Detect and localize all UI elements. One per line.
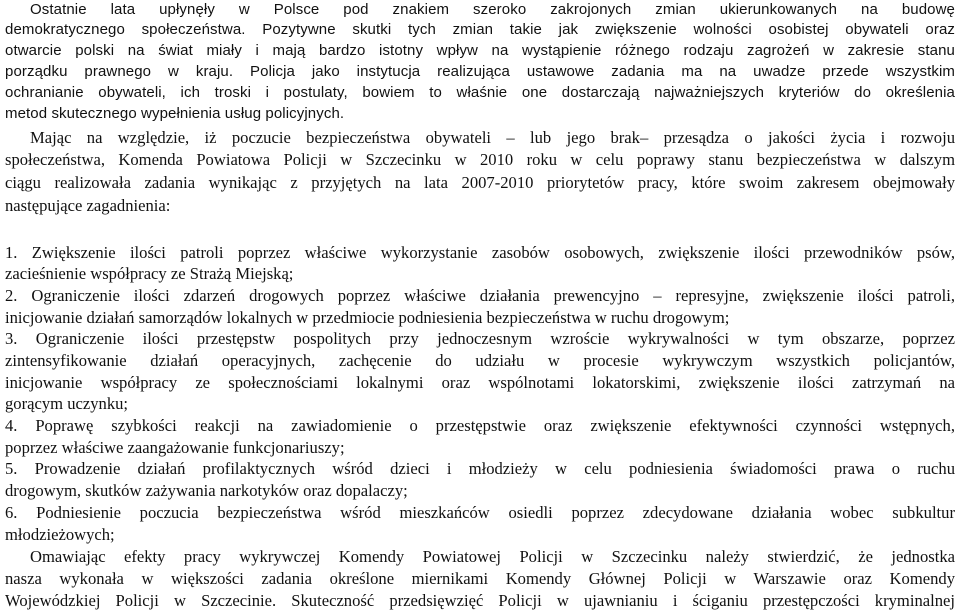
list-item-6-line-2: młodzieżowych; <box>5 525 115 544</box>
intro-line-3: otwarcie polski na świat miały i mają bardzo istotny wpływ na wystąpienie różnego rodzaju zagrożeń w zakresie stanu <box>5 42 955 59</box>
list-item-4-line-1: 4. Poprawę szybkości reakcji na zawiadomienie o przestępstwie oraz zwiększenie efektywności czynności wstępnych, <box>5 416 955 435</box>
intro-line-6: metod skutecznego wypełnienia usług policyjnych. <box>5 105 345 122</box>
list-item-1-line-2: zacieśnienie współpracy ze Strażą Miejską; <box>5 264 294 283</box>
list-item-5-line-2: drogowym, skutków zażywania narkotyków oraz dopalaczy; <box>5 481 408 500</box>
list-item-3-line-4: gorącym uczynku; <box>5 394 129 413</box>
list-item-2-line-2: inicjowanie działań samorządów lokalnych w przedmiocie podniesienia bezpieczeństwa w ruchu drogowym; <box>5 308 730 327</box>
closing-line-2: nasza wykonała w większości zadania określone miernikami Komendy Głównej Policji w Warszawie oraz Komendy <box>5 569 955 588</box>
list-item-5-line-1: 5. Prowadzenie działań profilaktycznych wśród dzieci i młodzieży w celu podniesienia świadomości prawa o ruchu <box>5 459 955 478</box>
closing-line-3: Wojewódzkiej Policji w Szczecinie. Skuteczność przedsięwzięć Policji w ujawnianiu i ściganiu przestępczości kryminalnej <box>5 591 955 610</box>
list-item-3-line-2: zintensyfikowanie działań operacyjnych, zachęcenie do udziału w procesie wykrywczym wszystkich policjantów, <box>5 351 955 370</box>
priorities-line-4: następujące zagadnienia: <box>5 196 171 215</box>
list-item-3-line-1: 3. Ograniczenie ilości przestępstw pospolitych przy jednoczesnym wzroście wykrywalności w tym obszarze, poprzez <box>5 329 955 348</box>
priorities-line-3: ciągu realizowała zadania wynikając z przyjętych na lata 2007-2010 priorytetów pracy, które swoim zakresem obejmowały <box>5 173 955 192</box>
list-item-1-line-1: 1. Zwiększenie ilości patroli poprzez właściwe wykorzystanie zasobów osobowych, zwiększenie ilości przewodników psów, <box>5 243 955 262</box>
list-item-6-line-1: 6. Podniesienie poczucia bezpieczeństwa wśród mieszkańców osiedli poprzez zdecydowane działania wobec subkultur <box>5 503 955 522</box>
closing-line-1: Omawiając efekty pracy wykrywczej Komendy Powiatowej Policji w Szczecinku należy stwierdzić, że jednostka <box>30 547 955 566</box>
list-item-4-line-2: poprzez właściwe zaangażowanie funkcjonariuszy; <box>5 438 345 457</box>
intro-line-1: Ostatnie lata upłynęły w Polsce pod znakiem szeroko zakrojonych zmian ukierunkowanych na budowę <box>30 1 955 18</box>
list-item-2-line-1: 2. Ograniczenie ilości zdarzeń drogowych poprzez właściwe działania prewencyjno – represyjne, zwiększenie ilości patroli, <box>5 286 955 305</box>
priorities-line-1: Mając na względzie, iż poczucie bezpieczeństwa obywateli – lub jego brak– przesądza o jakości życia i rozwoju <box>30 128 955 147</box>
intro-line-4: porządku prawnego w kraju. Policja jako instytucja realizująca ustawowe zadania ma na uwadze przede wszystkim <box>5 63 955 80</box>
intro-line-2: demokratycznego społeczeństwa. Pozytywne skutki tych zmian takie jak zwiększenie wolności osobistej obywateli oraz <box>5 21 955 38</box>
intro-line-5: ochranianie obywateli, ich troski i postulaty, bowiem to właśnie one dostarczają najważniejszych kryteriów do określenia <box>5 84 955 101</box>
list-item-3-line-3: inicjowanie współpracy ze społecznościami lokalnymi oraz wspólnotami lokatorskimi, zwiększenie ilości zatrzymań na <box>5 373 955 392</box>
priorities-line-2: społeczeństwa, Komenda Powiatowa Policji w Szczecinku w 2010 roku w celu poprawy stanu bezpieczeństwa w dalszym <box>5 150 955 169</box>
